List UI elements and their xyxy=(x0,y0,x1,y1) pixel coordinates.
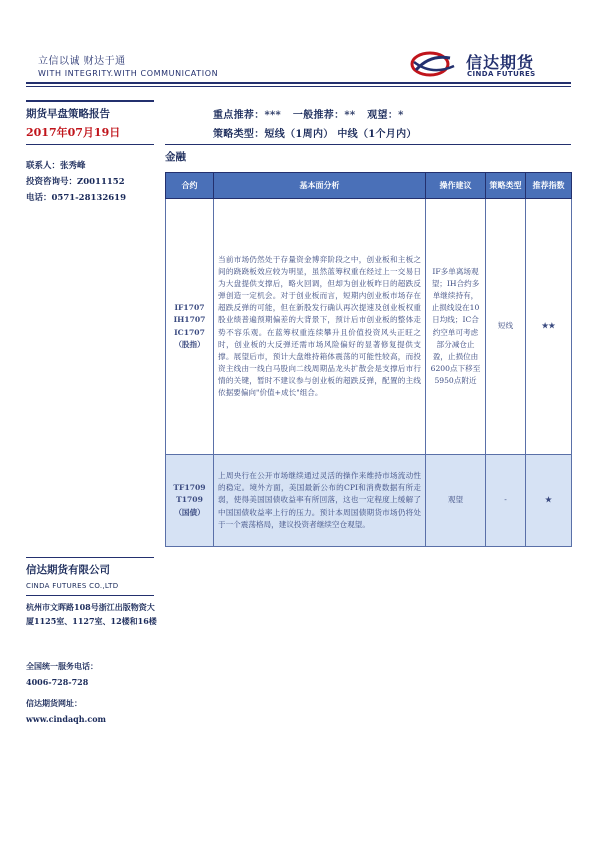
col-header-contract: 合约 xyxy=(166,173,214,199)
report-date: 2017年07月19日 xyxy=(26,126,121,139)
col-header-type: 策略类型 xyxy=(486,173,526,199)
col-header-operation: 操作建议 xyxy=(426,173,486,199)
recommend-index-cell: ★★ xyxy=(526,199,572,455)
website-link[interactable]: www.cindaqh.com xyxy=(26,714,107,724)
website-label: 信达期货网址： xyxy=(26,698,82,708)
analysis-cell: 上周央行在公开市场继续通过灵活的操作来维持市场流动性的稳定。境外方面，美国最新公布的CPI和消费数据有所走弱，使得美国国债收益率有所回落，这也一定程度上缓解了中国国债收益率上行的压力。预计本周国债期货市场仍将处于一个震荡格局，建议投资者继续空仓观望。 xyxy=(214,455,426,547)
strategy-type-legend: 策略类型：短线（1周内） 中线（1个月内） xyxy=(213,129,417,140)
sidebar-divider-mid xyxy=(26,144,154,145)
table-header-row xyxy=(166,173,572,199)
contact-person: 联系人：张秀峰 xyxy=(26,161,86,171)
contract-cell: IF1707 IH1707 IC1707 （股指） xyxy=(166,199,214,455)
strategy-type-cell: - xyxy=(486,455,526,547)
cinda-logo-icon xyxy=(410,50,462,78)
slogan-chinese: 立信以诚 财达于通 xyxy=(38,56,126,67)
contract-cell: TF1709 T1709 （国债） xyxy=(166,455,214,547)
rating-key: 重点推荐：*** xyxy=(213,110,282,121)
operation-cell: IF多单离场观望；IH合约多单继续持有，止损线设在10日均线；IC合约空单可考虑部分减仓止盈，止损位由6200点下移至5950点附近 xyxy=(426,199,486,455)
rating-general: 一般推荐：** xyxy=(292,110,356,121)
operation-cell: 观望 xyxy=(426,455,486,547)
license-number: 投资咨询号：Z0011152 xyxy=(26,177,125,187)
company-name: 信达期货有限公司 xyxy=(26,564,110,576)
logo-text-english: CINDA FUTURES xyxy=(467,70,536,78)
section-title: 金融 xyxy=(165,151,186,163)
table-row xyxy=(166,199,572,455)
header-divider xyxy=(26,82,571,84)
hotline-label: 全国统一服务电话： xyxy=(26,661,98,671)
analysis-cell: 当前市场仍然处于存量资金博弈阶段之中，创业板和主板之间的跷跷板效应较为明显，虽然蓝筹权重在经过上一交易日为大盘提供支撑后，略火回调，但却为创业板昨日的超跌反弹创造一定机会。对于创业板而言，短期内创业板市场存在超跌反弹的可能，但在新股发行确认再次提速及创业板权重股业绩普遍预期偏差的大背景下，预计后市创业板的整体走势不容乐观。在蓝筹权重连续攀升且价值投资风头正旺之时，创业板的大反弹还需市场风险偏好的显著修复提供支撑。展望后市，预计大盘维持箱体震荡的可能性较高，而投资主线由一线白马股向二线周期品龙头扩散会是支撑后市行情的关键，暂时不建议参与创业板的超跌反弹，配置的主线依据要偏向"价值+成长"组合。 xyxy=(214,199,426,455)
col-header-index: 推荐指数 xyxy=(526,173,572,199)
col-header-analysis: 基本面分析 xyxy=(214,173,426,199)
slogan-english: WITH INTEGRITY.WITH COMMUNICATION xyxy=(38,69,219,78)
sidebar-divider-top xyxy=(26,100,154,102)
company-address: 杭州市文晖路108号浙江出版物资大厦1125室、1127室、12楼和16楼 xyxy=(26,602,157,626)
ratings-divider xyxy=(165,144,571,145)
contact-phone: 电话：0571-28132619 xyxy=(26,193,126,203)
logo-text-chinese: 信达期货 xyxy=(466,53,535,72)
rating-legend xyxy=(213,106,412,121)
strategy-table xyxy=(165,172,572,547)
strategy-type-cell: 短线 xyxy=(486,199,526,455)
hotline-number: 4006-728-728 xyxy=(26,677,89,687)
company-name-english: CINDA FUTURES CO.,LTD xyxy=(26,582,119,590)
rating-watch: 观望：* xyxy=(367,110,404,121)
recommend-index-cell: ★ xyxy=(526,455,572,547)
table-row xyxy=(166,455,572,547)
report-title: 期货早盘策略报告 xyxy=(26,108,110,120)
company-divider-top xyxy=(26,557,154,558)
company-divider-bottom xyxy=(26,595,154,596)
header-divider-thin xyxy=(26,86,571,87)
